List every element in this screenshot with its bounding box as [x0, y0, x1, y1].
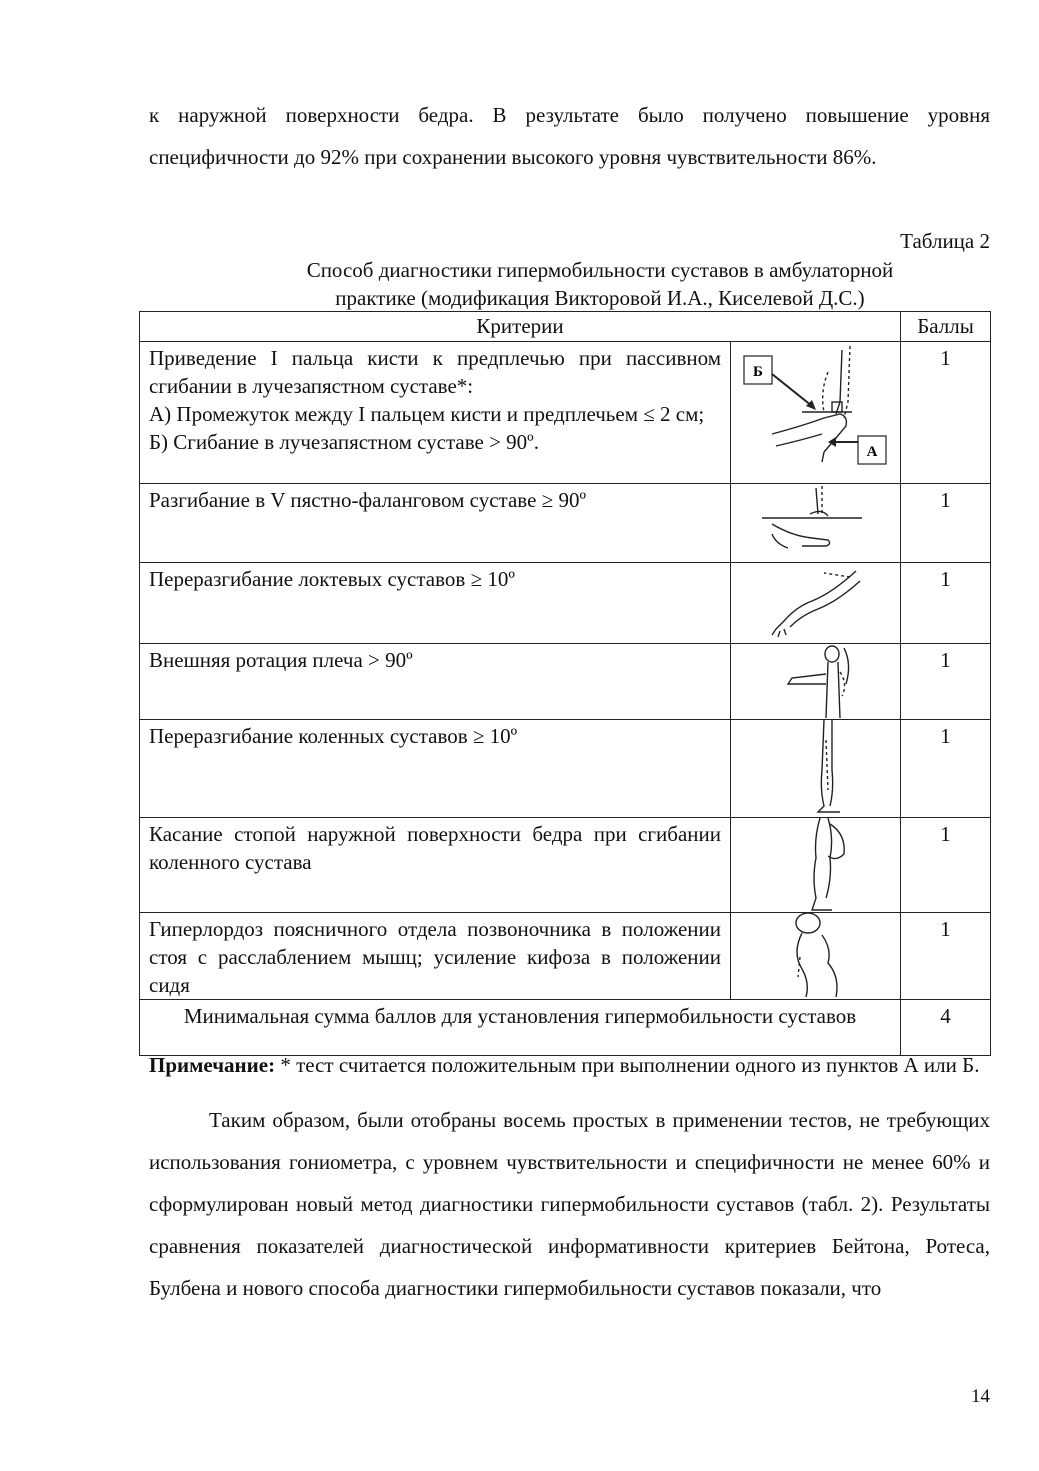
criterion-points: 1 — [901, 342, 991, 484]
summary-text: Минимальная сумма баллов для установления гипермобильности суставов — [140, 1000, 901, 1056]
intro-paragraph: к наружной поверхности бедра. В результате было получено повышение уровня специфичности до 92% при сохранении высокого уровня чувствительности 86%. — [149, 103, 990, 169]
shoulder-rotation-illustration — [732, 644, 900, 718]
table-row — [140, 644, 991, 720]
heel-to-thigh-illustration — [732, 818, 900, 911]
criterion-points: 1 — [901, 484, 991, 563]
criterion-text — [140, 342, 731, 484]
conclusion-paragraph: Таким образом, были отобраны восемь простых в применении тестов, не требующих использования гониометра, с уровнем чувствительности и специфичности не менее 60% и сформулирован новый метод диагностики гипермобильности суставов (табл. 2). Результаты сравнения показателей диагностической информативности критериев Бейтона, Ротеса, Булбена и нового способа диагностики гипермобильности суставов показали, что — [149, 1108, 990, 1300]
figure-label-b: Б — [752, 364, 763, 380]
criterion-figure — [731, 484, 901, 563]
table-title — [200, 256, 1000, 312]
table-row — [140, 913, 991, 1000]
criterion-figure — [731, 913, 901, 1000]
note-text: * тест считается положительным при выполнении одного из пунктов А или Б. — [275, 1053, 980, 1077]
criterion-points: 1 — [901, 913, 991, 1000]
criterion-line: Б) Сгибание в лучезапястном суставе > 90º. — [149, 430, 539, 454]
criterion-line: Разгибание в V пястно-фаланговом суставе ≥ 90º — [149, 488, 586, 512]
table-title-line-1: Способ диагностики гипермобильности суставов в амбулаторной — [306, 258, 894, 282]
table-note — [149, 1052, 990, 1079]
criterion-figure — [731, 720, 901, 818]
thumb-to-forearm-illustration — [732, 342, 900, 482]
table-row — [140, 563, 991, 644]
table-header-row — [140, 312, 991, 342]
criterion-points: 1 — [901, 644, 991, 720]
criterion-line: Внешняя ротация плеча > 90º — [149, 648, 413, 672]
table-row — [140, 342, 991, 484]
summary-row — [140, 1000, 991, 1056]
little-finger-extension-illustration — [732, 484, 900, 561]
criterion-line: А) Промежуток между I пальцем кисти и предплечьем ≤ 2 см; — [149, 402, 705, 426]
criterion-points: 1 — [901, 818, 991, 913]
criterion-line: Касание стопой наружной поверхности бедра при сгибании коленного сустава — [149, 822, 721, 874]
criterion-text — [140, 720, 731, 818]
points-header: Баллы — [901, 312, 991, 342]
criterion-text — [140, 818, 731, 913]
lordosis-illustration — [732, 913, 900, 997]
summary-points: 4 — [901, 1000, 991, 1056]
criterion-figure — [731, 342, 901, 484]
table-row — [140, 720, 991, 818]
criterion-figure — [731, 563, 901, 644]
criterion-text — [140, 484, 731, 563]
table-label: Таблица 2 — [900, 229, 990, 253]
criterion-figure — [731, 818, 901, 913]
criterion-text — [140, 563, 731, 644]
criterion-line: Приведение I пальца кисти к предплечью при пассивном сгибании в лучезапястном суставе*: — [149, 346, 721, 398]
elbow-hyperextension-illustration — [732, 563, 900, 642]
table-row — [140, 818, 991, 913]
criterion-line: Переразгибание коленных суставов ≥ 10º — [149, 724, 518, 748]
table-row — [140, 484, 991, 563]
criterion-figure — [731, 644, 901, 720]
knee-hyperextension-illustration — [732, 720, 900, 816]
criterion-points: 1 — [901, 720, 991, 818]
criterion-line: Гиперлордоз поясничного отдела позвоночника в положении стоя с расслаблением мышц; усиление кифоза в положении сидя — [149, 917, 721, 997]
note-label: Примечание: — [149, 1053, 276, 1077]
criteria-table — [139, 311, 991, 1056]
criterion-points: 1 — [901, 563, 991, 644]
criterion-line: Переразгибание локтевых суставов ≥ 10º — [149, 567, 515, 591]
page-number: 14 — [971, 1386, 990, 1407]
criterion-text — [140, 913, 731, 1000]
criteria-header: Критерии — [140, 312, 901, 342]
criterion-text — [140, 644, 731, 720]
figure-label-a: А — [866, 444, 877, 460]
table-title-line-2: практике (модификация Викторовой И.А., Киселевой Д.С.) — [335, 286, 865, 310]
